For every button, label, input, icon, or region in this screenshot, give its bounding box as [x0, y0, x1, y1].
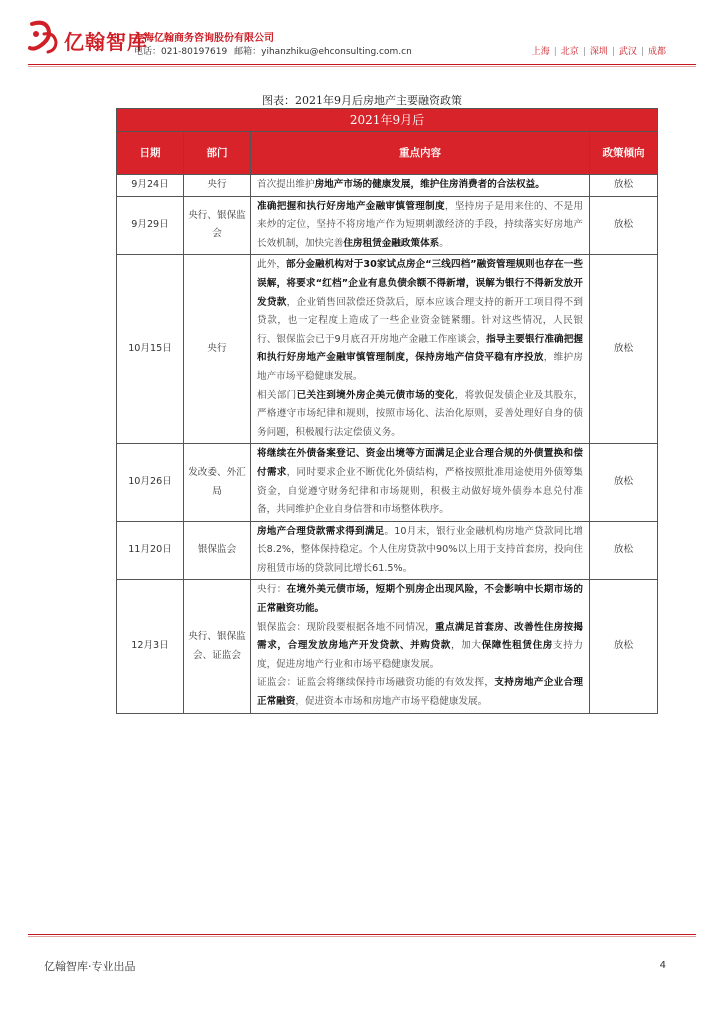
column-header-content: 重点内容 — [251, 132, 590, 175]
body-text: 。10月末，银行业金融机构房地产贷款同比增长8.2%，整体保持稳定。个人住房贷款中90%以上用于支持首套房，投向住房租赁市场的贷款同比增长61.5%。 — [257, 525, 583, 574]
cell-dept: 央行 — [184, 255, 251, 444]
city-item: 武汉 — [618, 47, 637, 57]
body-text: ，坚持房子是用来住的、不是用来炒的定位，坚持不将房地产作为短期刺激经济的手段，持续落实好房地产长效机制，加快完善 — [257, 200, 584, 249]
table-row — [117, 175, 658, 197]
footer-divider-thin — [28, 936, 696, 937]
city-item: 成都 — [647, 47, 666, 57]
cell-date: 9月24日 — [117, 175, 184, 197]
office-cities: 上海 | 北京 | 深圳 | 武汉 | 成都 — [531, 47, 666, 57]
contact-info — [134, 44, 416, 57]
body-text: ，企业销售回款偿还贷款后，原本应该合理支持的新开工项目得不到贷款，也一定程度上造成了一些企业资金链紧绷。针对这些情况，人民银行、银保监会已于9月底召开房地产金融工作座谈会， — [257, 296, 584, 345]
cell-policy-direction: 放松 — [590, 580, 658, 713]
content-paragraph — [257, 674, 583, 711]
emphasis-text: 已关注到境外房企美元债市场的变化 — [296, 389, 455, 401]
content-paragraph — [257, 256, 583, 386]
brand-logo-icon — [26, 20, 60, 54]
body-text: 支持力度，促进房地产行业和市场平稳健康发展。 — [257, 640, 584, 670]
cell-date: 12月3日 — [117, 580, 184, 713]
cell-date: 9月29日 — [117, 196, 184, 255]
content-paragraph — [257, 176, 583, 195]
city-item: 上海 — [531, 47, 550, 57]
emphasis-text: 在境外美元债市场，短期个别房企出现风险，不会影响中长期市场的正常融资功能。 — [257, 584, 584, 615]
page-header — [0, 0, 724, 70]
table-row — [117, 444, 658, 521]
emphasis-text: 房地产合理贷款需求得到满足 — [257, 525, 385, 537]
body-text: 央行： — [257, 584, 287, 596]
policy-table — [116, 108, 658, 714]
cell-content — [251, 255, 590, 444]
table-header-row — [117, 132, 658, 175]
city-item: 北京 — [560, 47, 579, 57]
cell-date: 11月20日 — [117, 521, 184, 580]
brand-name: 亿翰智库 — [64, 30, 148, 54]
cell-policy-direction: 放松 — [590, 444, 658, 521]
table-period-band: 2021年9月后 — [117, 109, 658, 132]
cell-policy-direction: 放松 — [590, 175, 658, 197]
cell-policy-direction: 放松 — [590, 255, 658, 444]
cell-policy-direction: 放松 — [590, 521, 658, 580]
header-divider — [28, 64, 696, 65]
cell-content — [251, 444, 590, 521]
table-caption: 图表：2021年9月后房地产主要融资政策 — [262, 94, 462, 107]
column-header-dept: 部门 — [184, 132, 251, 175]
cell-dept: 央行、银保监会、证监会 — [184, 580, 251, 713]
header-divider-thin — [28, 66, 696, 67]
emphasis-text: 保障性租赁住房 — [481, 640, 554, 652]
table-row — [117, 521, 658, 580]
emphasis-text: 指导主要银行准确把握和执行好房地产金融审慎管理制度，保持房地产信贷平稳有序投放 — [257, 333, 584, 364]
column-header-date: 日期 — [117, 132, 184, 175]
footer-divider — [28, 934, 696, 935]
emphasis-text: 部分金融机构对于30家试点房企“三线四档”融资管理规则也存在一些误解，将要求“红档”企业有息负债余额不得新增，误解为银行不得新发放开发贷款 — [257, 259, 584, 308]
emphasis-text: 房地产市场的健康发展，维护住房消费者的合法权益。 — [314, 179, 545, 190]
body-text: 相关部门 — [257, 389, 297, 401]
table-row — [117, 255, 658, 444]
column-header-direction: 政策倾向 — [590, 132, 658, 175]
emphasis-text: 住房租赁金融政策体系 — [343, 237, 440, 249]
body-text: 证监会：证监会将继续保持市场融资功能的有效发挥， — [257, 677, 495, 689]
body-text: ，维护房地产市场平稳健康发展。 — [257, 352, 584, 382]
body-text: 。 — [439, 237, 449, 249]
cell-dept: 银保监会 — [184, 521, 251, 580]
body-text: ，同时要求企业不断优化外债结构，严格按照批准用途使用外债筹集资金，自觉遵守财务纪律和市场规则，积极主动做好境外债券本息兑付准备，共同维护企业自身信誉和市场整体秩序。 — [257, 466, 584, 516]
cell-date: 10月15日 — [117, 255, 184, 444]
emphasis-text: 支持房地产企业合理正常融资 — [257, 677, 584, 708]
emphasis-text: 准确把握和执行好房地产金融审慎管理制度 — [257, 200, 445, 212]
cell-dept: 央行 — [184, 175, 251, 197]
city-item: 深圳 — [589, 47, 608, 57]
email-text: 邮箱：yihanzhiku@ehconsulting.com.cn — [234, 47, 412, 57]
cell-policy-direction: 放松 — [590, 196, 658, 255]
cell-content — [251, 196, 590, 255]
table-body — [117, 175, 658, 714]
body-text: ，促进资本市场和房地产市场平稳健康发展。 — [295, 696, 488, 708]
body-text: 此外， — [257, 259, 287, 271]
footer-brand: 亿翰智库·专业出品 — [44, 960, 136, 973]
cell-dept: 发改委、外汇局 — [184, 444, 251, 521]
body-text: ，加大 — [450, 640, 482, 652]
content-paragraph — [257, 387, 583, 443]
table-row — [117, 196, 658, 255]
cell-content — [251, 175, 590, 197]
page-number: 4 — [659, 960, 666, 971]
cell-date: 10月26日 — [117, 444, 184, 521]
content-paragraph — [257, 581, 583, 618]
cell-dept: 央行、银保监会 — [184, 196, 251, 255]
body-text: 银保监会：现阶段要根据各地不同情况， — [257, 621, 435, 633]
emphasis-text: 重点满足首套房、改善性住房按揭需求，合理发放房地产开发贷款、并购贷款 — [257, 621, 584, 652]
content-paragraph — [257, 619, 583, 675]
cell-content — [251, 521, 590, 580]
content-paragraph — [257, 523, 583, 579]
phone-text: 电话：021-80197619 — [134, 47, 228, 57]
company-name: 上海亿翰商务咨询股份有限公司 — [134, 33, 274, 44]
content-paragraph — [257, 445, 583, 519]
body-text: ，将敦促发债企业及其股东，严格遵守市场纪律和规则，按照市场化、法治化原则，妥善处理好自身的债务问题，积极履行法定偿债义务。 — [257, 389, 584, 438]
table-row — [117, 580, 658, 713]
emphasis-text: 将继续在外债备案登记、资金出境等方面满足企业合理合规的外债置换和偿付需求 — [257, 448, 583, 478]
content-paragraph — [257, 198, 583, 254]
body-text: 首次提出维护 — [257, 179, 315, 190]
cell-content — [251, 580, 590, 713]
